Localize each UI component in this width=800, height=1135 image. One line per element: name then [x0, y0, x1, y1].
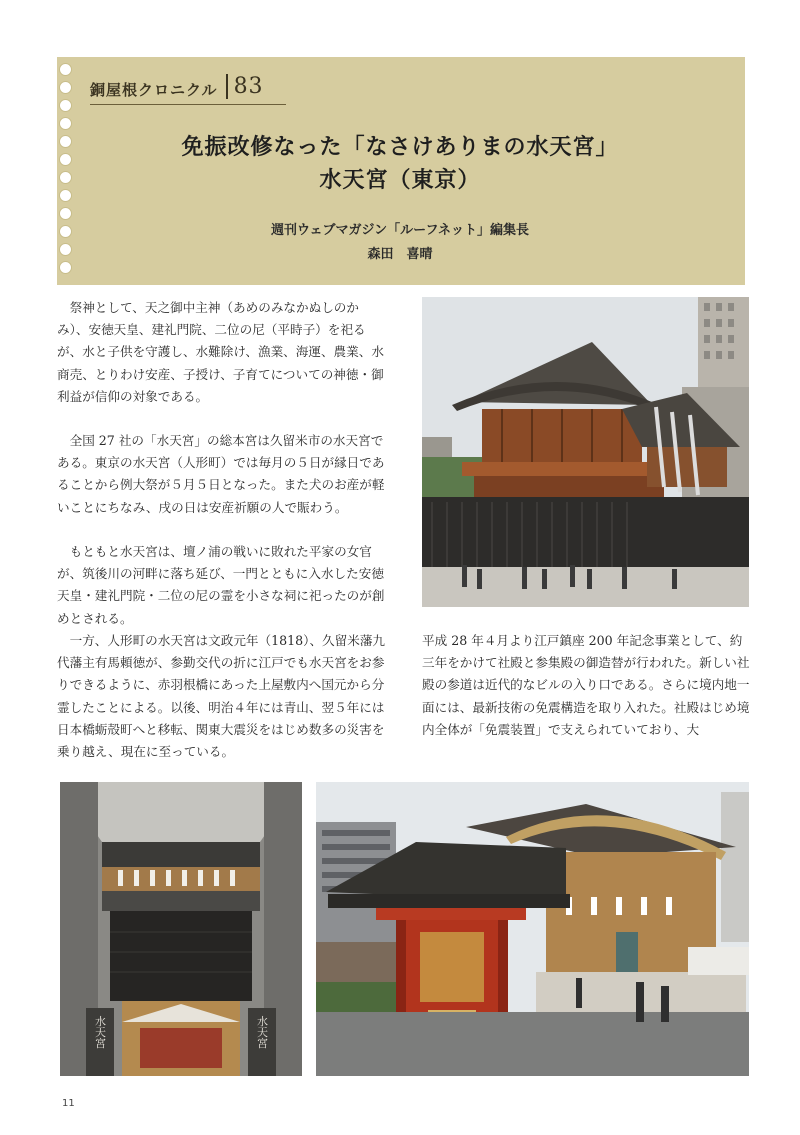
- paragraph-renovation: 平成 28 年４月より江戸鎮座 200 年記念事業として、約三年をかけて社殿と参集殿の御造替が行われた。新しい社殿の参道は近代的なビルの入り口である。さらに境内地一面には、最新技術の免震構造を取り入れた。社殿はじめ境内全体が「免震装置」で支えられていており、大: [422, 633, 750, 737]
- author-name: 森田 喜晴: [367, 247, 433, 262]
- photo-shrine-exterior: [422, 297, 749, 607]
- paragraph-ningyocho: 一方、人形町の水天宮は文政元年（1818）、久留米藩九代藩主有馬頼徳が、参勤交代の折に江戸でも水天宮をお参りできるように、赤羽根橋にあった上屋敷内へ国元から分霊したことによる。以後、明治４年には青山、翌５年には日本橋蛎殻町へと移転、関東大震災をはじめ数多の災害を乗り越え、現在に至っている。: [57, 633, 386, 760]
- page-number: 11: [62, 1098, 75, 1109]
- gate-plaque-left: 水天宮: [93, 1015, 107, 1049]
- article-subtitle: 水天宮（東京）: [319, 168, 481, 193]
- series-name: 銅屋根クロニクル: [90, 81, 218, 99]
- author-affiliation: 週刊ウェブマガジン「ルーフネット」編集長: [271, 223, 529, 238]
- photo-shrine-precinct: [316, 782, 749, 1076]
- series-number: 83: [226, 74, 264, 99]
- paragraph-origin: もともと水天宮は、壇ノ浦の戦いに敗れた平家の女官が、筑後川の河畔に落ち延び、一門とともに入水した安徳天皇・建礼門院・二位の尼の霊を小さな祠に祀ったのが創めとされる。: [57, 544, 385, 626]
- paragraph-head-shrine: 全国 27 社の「水天宮」の総本宮は久留米市の水天宮である。東京の水天宮（人形町）では毎月の５日が縁日であることから例大祭が５月５日となった。また犬のお産が軽いことにちなみ、戌の日は安産祈願の人で賑わう。: [57, 433, 385, 515]
- gate-plaque-right: 水天宮: [255, 1015, 269, 1049]
- paragraph-deities: 祭神として、天之御中主神（あめのみなかぬしのかみ）、安徳天皇、建礼門院、二位の尼（平時子）を祀るが、水と子供を守護し、水難除け、漁業、海運、農業、水商売、とりわけ安産、子授け、子育てについての神徳・御利益が信仰の対象である。: [57, 300, 384, 404]
- article-title: 免振改修なった「なさけありまの水天宮」: [181, 135, 619, 160]
- photo-shrine-gate: [60, 782, 302, 1076]
- series-label: [90, 76, 286, 105]
